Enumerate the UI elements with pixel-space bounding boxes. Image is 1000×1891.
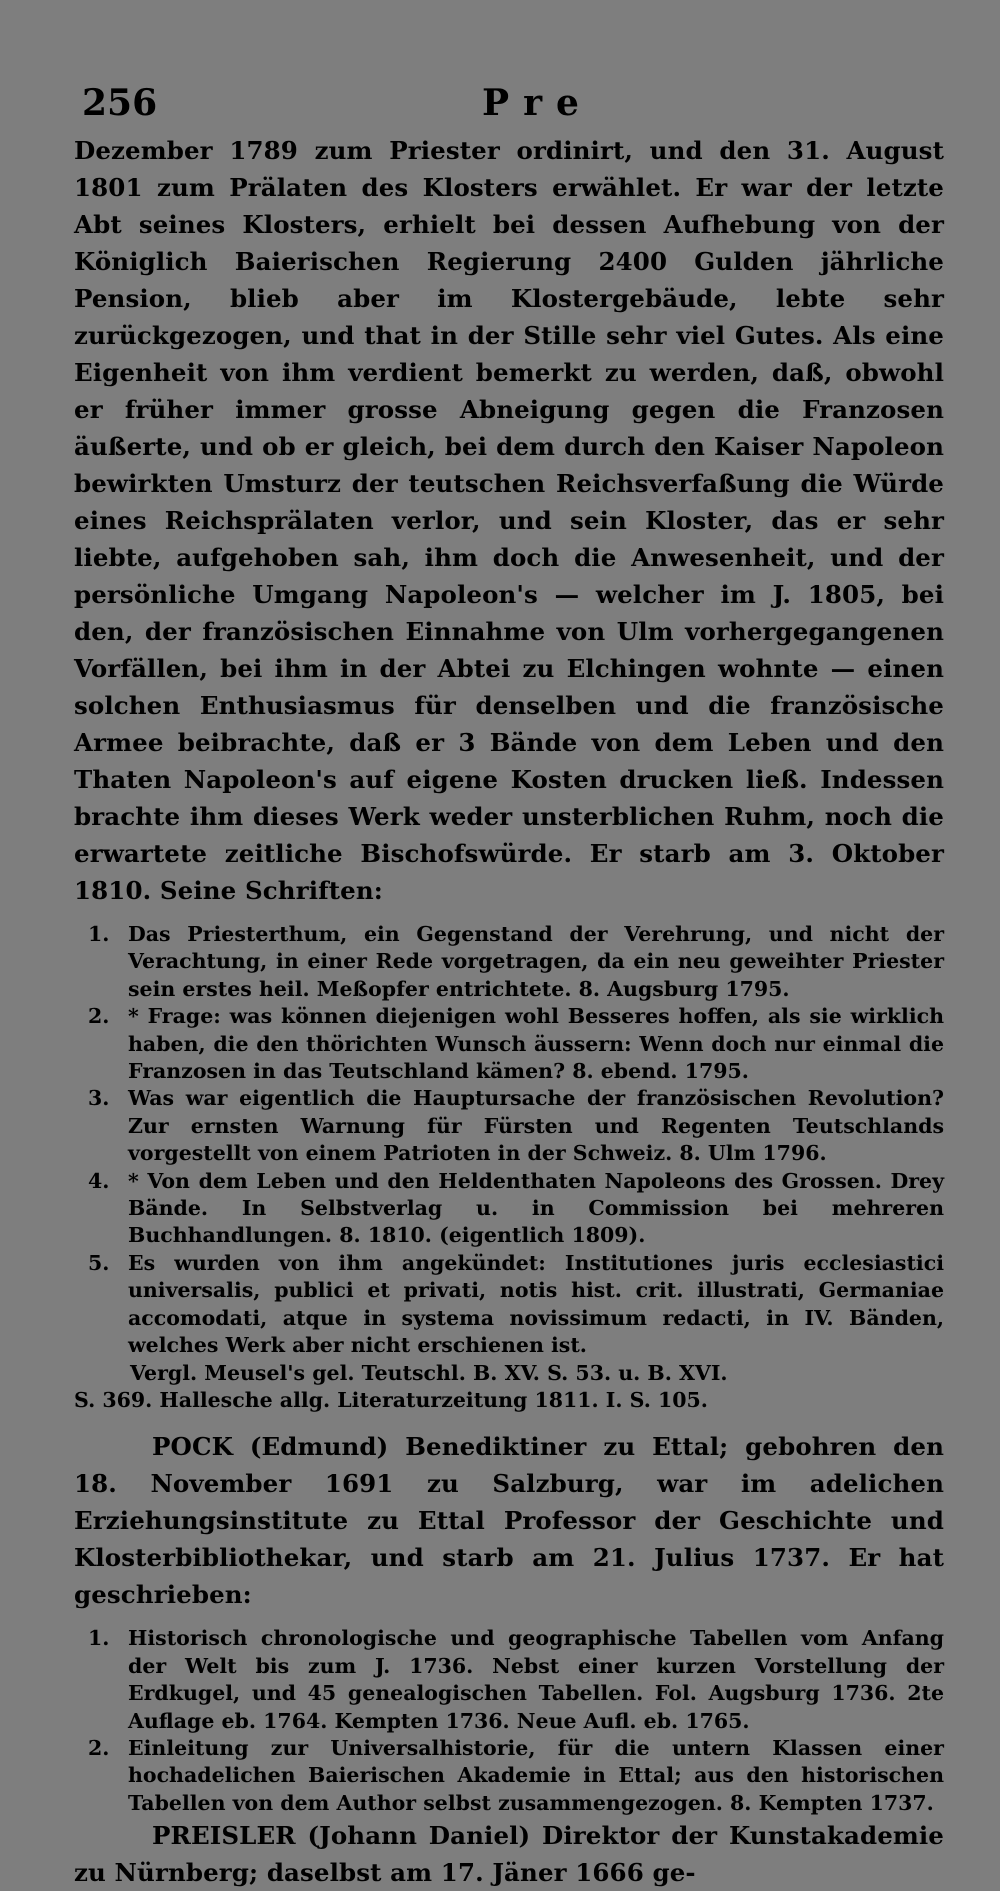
entry-preisler-text: PREISLER (Johann Daniel) Direktor der Kunstakademie zu Nürnberg; daselbst am 17. Jäner 1666 ge- (74, 1821, 944, 1888)
works-list-pock (74, 1625, 944, 1817)
item-text: Einleitung zur Universalhistorie, für die untern Klassen einer hochadelichen Baierischen Akademie in Ettal; aus den historischen Tabellen von dem Author selbst zusammengezogen. 8. Kempten 1737. (128, 1735, 944, 1815)
entry-pock-text: POCK (Edmund) Benediktiner zu Ettal; gebohren den 18. November 1691 zu Salzburg, war im adelichen Erziehungsinstitute zu Ettal Professor der Geschichte und Klosterbibliothekar, und starb am 21. Julius 1737. Er hat geschrieben: (74, 1432, 944, 1610)
item-text: * Frage: was können diejenigen wohl Besseres hoffen, als sie wirklich haben, die den thörichten Wunsch äussern: Wenn doch nur einmal die Franzosen in das Teutschland kämen? 8. ebend. 1795. (128, 1004, 944, 1084)
page-number: 256 (82, 82, 158, 124)
page-body (74, 132, 944, 1891)
list-item (74, 1735, 944, 1817)
item-text: * Von dem Leben und den Heldenthaten Napoleons des Grossen. Drey Bände. In Selbstverlag u. in Commission bei mehreren Buchhandlungen. 8. 1810. (eigentlich 1809). (128, 1168, 944, 1248)
running-head: Pre (482, 82, 593, 124)
item-text: Was war eigentlich die Hauptursache der französischen Revolution? Zur ernsten Warnung für Fürsten und Regenten Teutschlands vorgestellt von einem Patrioten in der Schweiz. 8. Ulm 1796. (128, 1086, 944, 1166)
item-text: Historisch chronologische und geographische Tabellen vom Anfang der Welt bis zum J. 1736. Nebst einer kurzen Vorstellung der Erdkugel, und 45 genealogischen Tabellen. Fol. Augsburg 1736. 2te Auflage eb. 1764. Kempten 1736. Neue Aufl. eb. 1765. (128, 1626, 944, 1733)
item-text: Es wurden von ihm angekündet: Institutiones juris ecclesiastici universalis, publici et privati, notis hist. crit. illustrati, Germaniae accomodati, atque in systema novissimum redacti, in IV. Bänden, welches Werk aber nicht erschienen ist. (128, 1250, 944, 1358)
list-item (74, 921, 944, 1003)
list-item (74, 1085, 944, 1167)
works-list-prefix (74, 921, 944, 1360)
item-number: 3. (88, 1086, 110, 1111)
item-number: 1. (88, 1626, 110, 1651)
item-number: 2. (88, 1735, 110, 1760)
item-number: 1. (88, 922, 110, 946)
page-header (82, 82, 942, 132)
item-number: 5. (88, 1250, 110, 1275)
list-item (74, 1250, 944, 1360)
list-item (74, 1625, 944, 1735)
item-text: Das Priesterthum, ein Gegenstand der Verehrung, und nicht der Verachtung, in einer Rede vorgetragen, da ein neu geweihter Priester sein erstes heil. Meßopfer entrichtete. 8. Augsburg 1795. (128, 922, 944, 1001)
reference-line: S. 369. Hallesche allg. Literaturzeitung 1811. I. S. 105. (74, 1387, 708, 1412)
list-item (74, 1168, 944, 1250)
entry-continuation-text: Dezember 1789 zum Priester ordinirt, und den 31. August 1801 zum Prälaten des Klosters erwählet. Er war der letzte Abt seines Klosters, erhielt bei dessen Aufhebung von der Königlich Baierischen Regierung 2400 Gulden jährliche Pension, blieb aber im Klostergebäude, lebte sehr zurückgezogen, und that in der Stille sehr viel Gutes. Als eine Eigenheit von ihm verdient bemerkt zu werden, daß, obwohl er früher immer grosse Abneigung gegen die Franzosen äußerte, und ob er gleich, bei dem durch den Kaiser Napoleon bewirkten Umsturz der teutschen Reichsverfaßung die Würde eines Reichsprälaten verlor, und sein Kloster, das er sehr liebte, aufgehoben sah, ihm doch die Anwesenheit, und der persönliche Umgang Napoleon's — welcher im J. 1805, bei den, der französischen Einnahme von Ulm vorhergegangenen Vorfällen, bei ihm in der Abtei zu Elchingen wohnte — einen solchen Enthusiasmus für denselben und die französische Armee beibrachte, daß er 3 Bände von dem Leben und den Thaten Napoleon's auf eigene Kosten drucken ließ. Indessen brachte ihm dieses Werk weder unsterblichen Ruhm, noch die erwartete zeitliche Bischofswürde. Er starb am 3. Oktober 1810. Seine Schriften: (74, 136, 944, 905)
reference-line: Vergl. Meusel's gel. Teutschl. B. XV. S. 53. u. B. XVI. (130, 1360, 728, 1385)
item-number: 4. (88, 1168, 110, 1193)
list-item (74, 1003, 944, 1085)
item-number: 2. (88, 1004, 110, 1029)
